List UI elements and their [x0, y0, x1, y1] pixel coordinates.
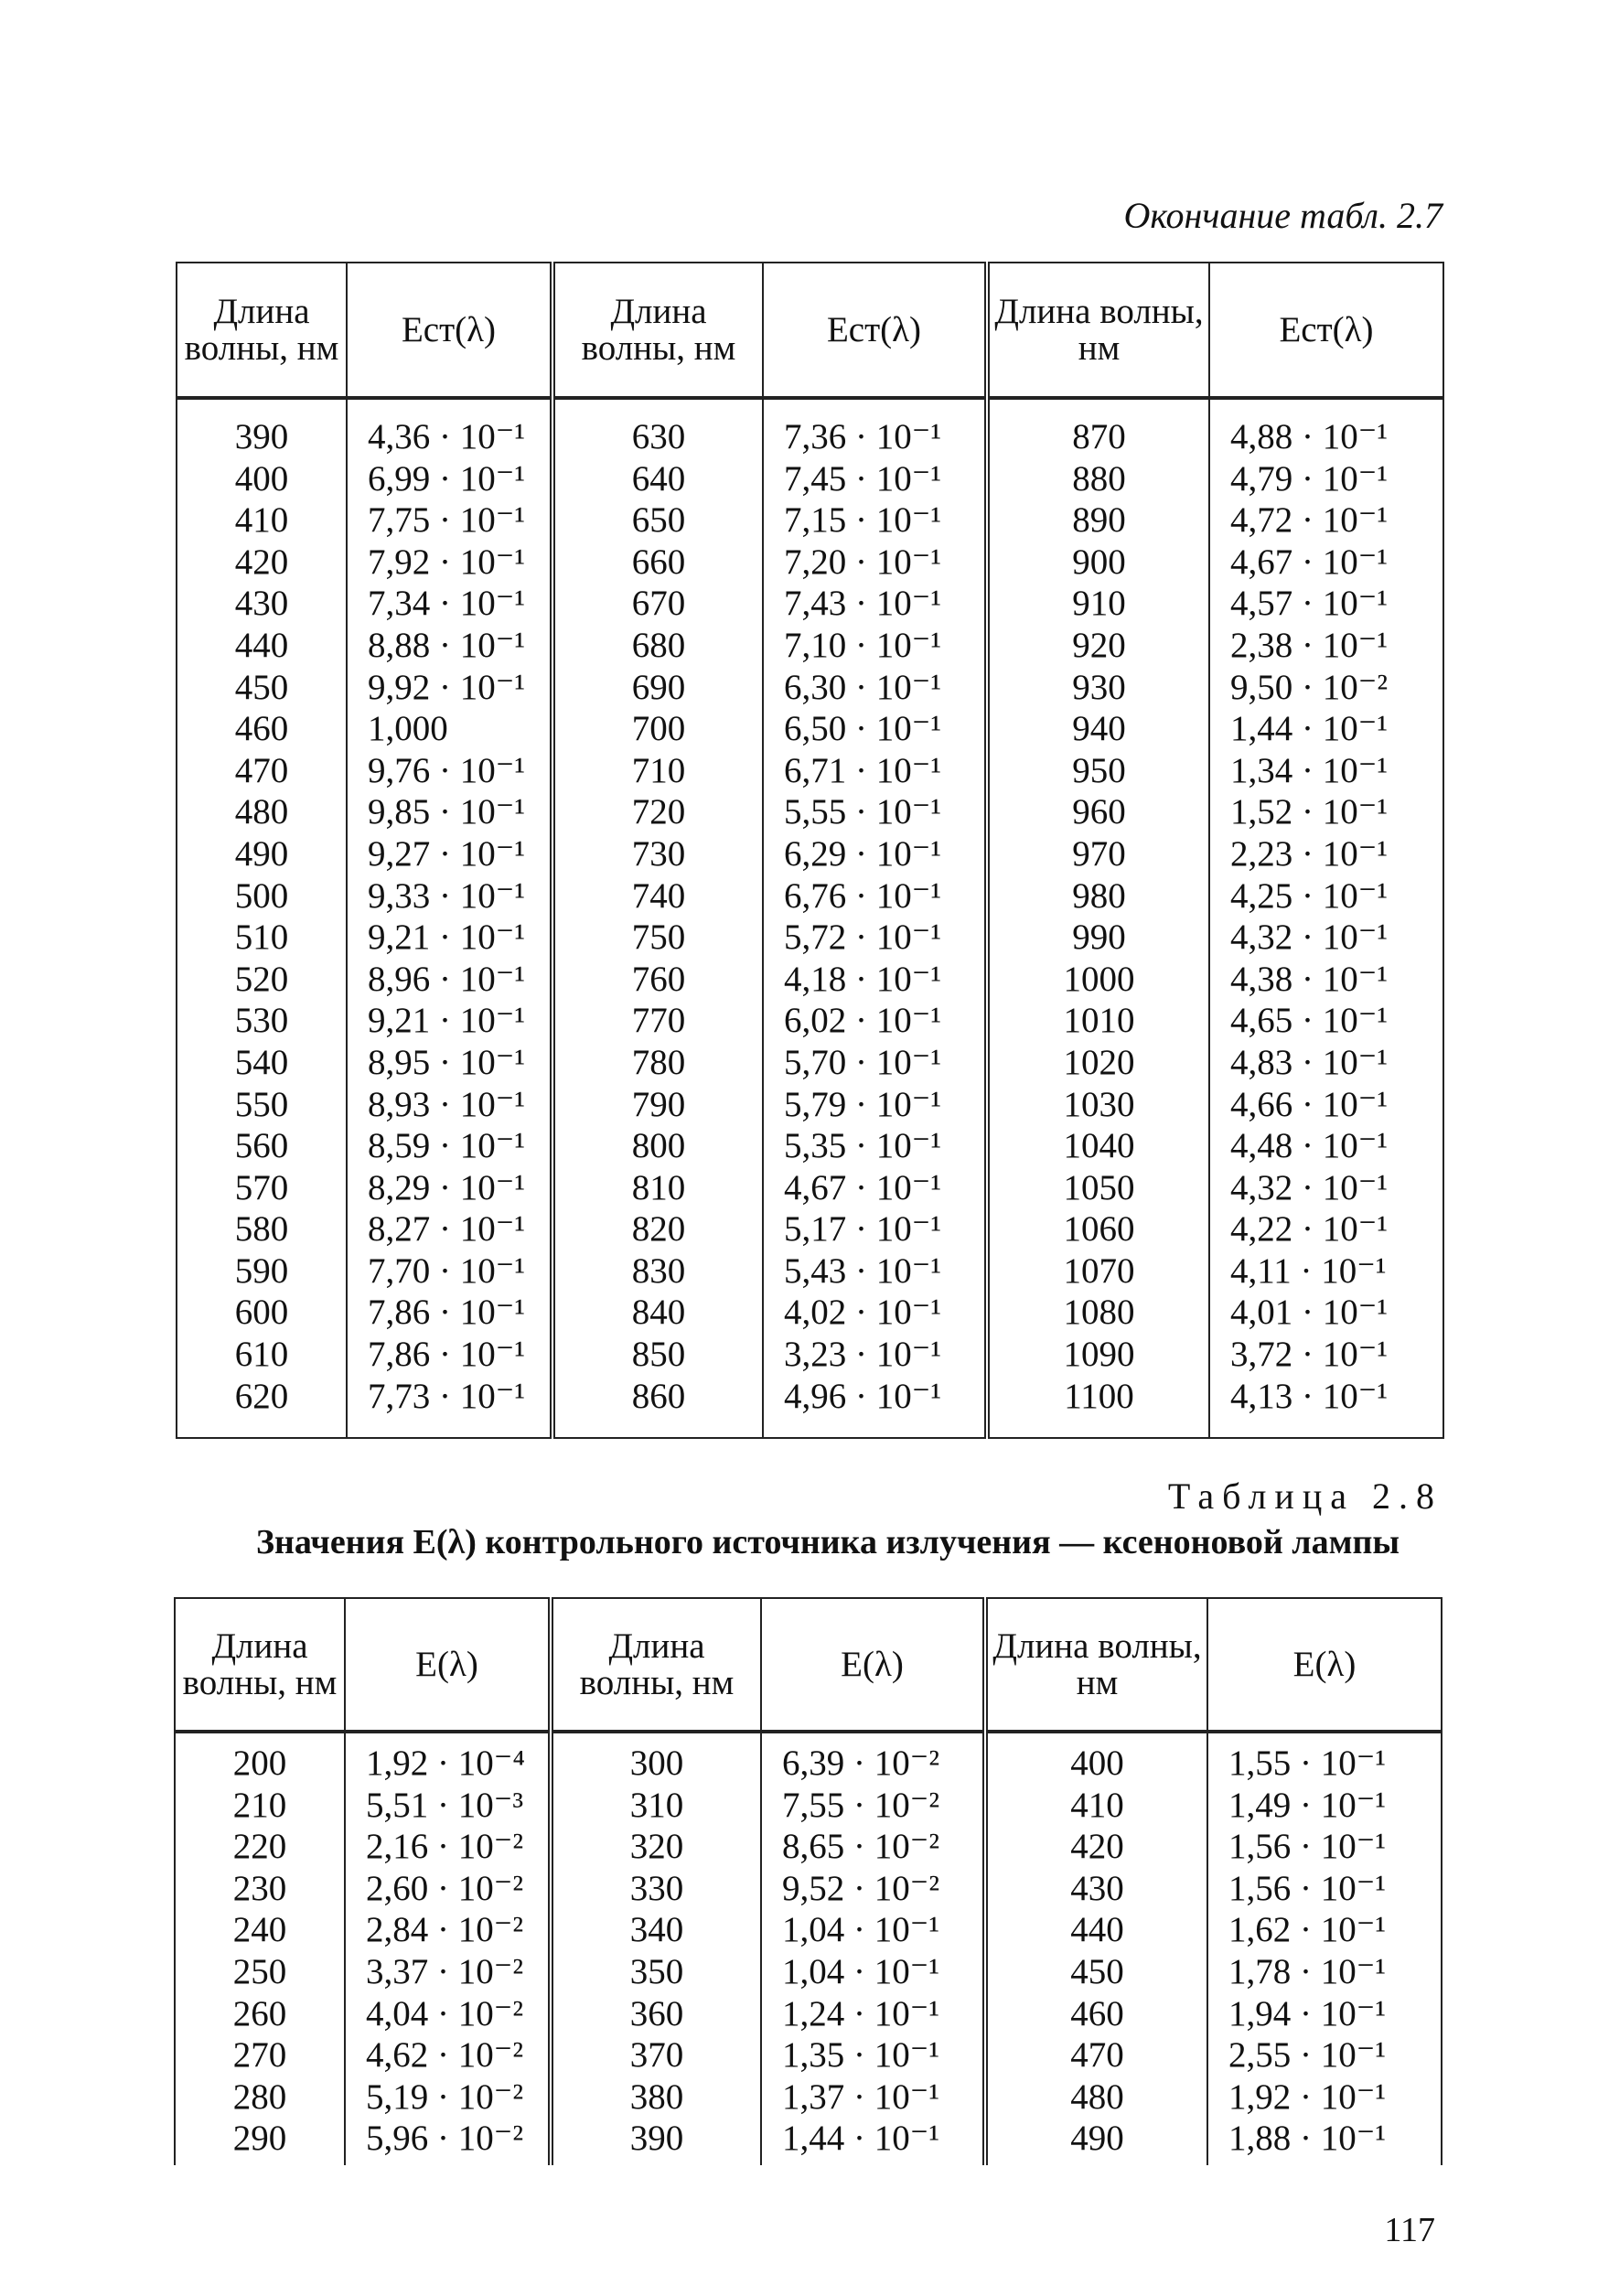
- value-cell: 4,22 · 10⁻¹: [1209, 1208, 1443, 1250]
- table-row: [177, 1084, 1443, 1126]
- wavelength-cell: 820: [552, 1208, 763, 1250]
- table-row: [177, 1167, 1443, 1209]
- value-cell: 4,04 · 10⁻²: [345, 1993, 551, 2035]
- wavelength-cell: 230: [175, 1868, 345, 1910]
- wavelength-cell: 550: [177, 1084, 347, 1126]
- wavelength-cell: 1010: [987, 1000, 1209, 1042]
- wavelength-cell: 930: [987, 667, 1209, 709]
- header-est-1: Eст(λ): [347, 263, 552, 398]
- value-cell: 1,37 · 10⁻¹: [761, 2076, 985, 2119]
- value-cell: 2,60 · 10⁻²: [345, 1868, 551, 1910]
- value-cell: 1,34 · 10⁻¹: [1209, 750, 1443, 792]
- table-2-8: [174, 1597, 1442, 2165]
- table-row: [175, 2118, 1442, 2160]
- wavelength-cell: 510: [177, 917, 347, 959]
- table-row: [177, 1376, 1443, 1418]
- value-cell: 4,72 · 10⁻¹: [1209, 499, 1443, 542]
- table-row: [175, 1909, 1442, 1951]
- value-cell: 7,70 · 10⁻¹: [347, 1250, 552, 1293]
- value-cell: 4,57 · 10⁻¹: [1209, 583, 1443, 625]
- wavelength-cell: 1030: [987, 1084, 1209, 1126]
- table-row: [177, 1125, 1443, 1167]
- wavelength-cell: 480: [985, 2076, 1207, 2119]
- spacer-row: [177, 1417, 1443, 1438]
- value-cell: 1,04 · 10⁻¹: [761, 1909, 985, 1951]
- table-row: [177, 542, 1443, 584]
- table-row: [177, 791, 1443, 833]
- value-cell: 6,30 · 10⁻¹: [763, 667, 987, 709]
- spacer-row: [175, 2160, 1442, 2165]
- table-row: [175, 1868, 1442, 1910]
- value-cell: 1,000: [347, 708, 552, 750]
- value-cell: 5,70 · 10⁻¹: [763, 1042, 987, 1084]
- value-cell: 1,94 · 10⁻¹: [1207, 1993, 1442, 2035]
- value-cell: 8,96 · 10⁻¹: [347, 959, 552, 1001]
- value-cell: 8,93 · 10⁻¹: [347, 1084, 552, 1126]
- value-cell: 1,52 · 10⁻¹: [1209, 791, 1443, 833]
- value-cell: 3,23 · 10⁻¹: [763, 1334, 987, 1376]
- value-cell: 3,37 · 10⁻²: [345, 1951, 551, 1993]
- value-cell: 7,75 · 10⁻¹: [347, 499, 552, 542]
- wavelength-cell: 420: [985, 1826, 1207, 1868]
- value-cell: 6,71 · 10⁻¹: [763, 750, 987, 792]
- wavelength-cell: 990: [987, 917, 1209, 959]
- table-row: [177, 1250, 1443, 1293]
- value-cell: 7,10 · 10⁻¹: [763, 625, 987, 667]
- spacer-row: [177, 398, 1443, 416]
- value-cell: 4,67 · 10⁻¹: [763, 1167, 987, 1209]
- value-cell: 4,79 · 10⁻¹: [1209, 458, 1443, 500]
- value-cell: 4,38 · 10⁻¹: [1209, 959, 1443, 1001]
- header-est-2: Eст(λ): [763, 263, 987, 398]
- table-number: Таблица 2.8: [1167, 1475, 1442, 1517]
- wavelength-cell: 790: [552, 1084, 763, 1126]
- wavelength-cell: 350: [551, 1951, 761, 1993]
- wavelength-cell: 520: [177, 959, 347, 1001]
- wavelength-cell: 220: [175, 1826, 345, 1868]
- value-cell: 9,52 · 10⁻²: [761, 1868, 985, 1910]
- wavelength-cell: 400: [985, 1743, 1207, 1785]
- value-cell: 5,19 · 10⁻²: [345, 2076, 551, 2119]
- table-title: Значения E(λ) контрольного источника излучения — ксеноновой лампы: [255, 1523, 1400, 1561]
- value-cell: 4,01 · 10⁻¹: [1209, 1292, 1443, 1334]
- value-cell: 1,49 · 10⁻¹: [1207, 1785, 1442, 1827]
- value-cell: 2,16 · 10⁻²: [345, 1826, 551, 1868]
- wavelength-cell: 310: [551, 1785, 761, 1827]
- page-number: 117: [1384, 2211, 1435, 2249]
- value-cell: 5,51 · 10⁻³: [345, 1785, 551, 1827]
- value-cell: 4,62 · 10⁻²: [345, 2034, 551, 2076]
- wavelength-cell: 390: [551, 2118, 761, 2160]
- value-cell: 5,96 · 10⁻²: [345, 2118, 551, 2160]
- wavelength-cell: 450: [177, 667, 347, 709]
- value-cell: 7,73 · 10⁻¹: [347, 1376, 552, 1418]
- wavelength-cell: 400: [177, 458, 347, 500]
- wavelength-cell: 650: [552, 499, 763, 542]
- value-cell: 4,48 · 10⁻¹: [1209, 1125, 1443, 1167]
- wavelength-cell: 770: [552, 1000, 763, 1042]
- wavelength-cell: 490: [985, 2118, 1207, 2160]
- wavelength-cell: 1090: [987, 1334, 1209, 1376]
- value-cell: 6,02 · 10⁻¹: [763, 1000, 987, 1042]
- wavelength-cell: 620: [177, 1376, 347, 1418]
- wavelength-cell: 910: [987, 583, 1209, 625]
- wavelength-cell: 680: [552, 625, 763, 667]
- value-cell: 5,55 · 10⁻¹: [763, 791, 987, 833]
- value-cell: 1,44 · 10⁻¹: [1209, 708, 1443, 750]
- wavelength-cell: 290: [175, 2118, 345, 2160]
- value-cell: 1,88 · 10⁻¹: [1207, 2118, 1442, 2160]
- wavelength-cell: 810: [552, 1167, 763, 1209]
- table-row: [177, 1208, 1443, 1250]
- table-row: [177, 833, 1443, 875]
- wavelength-cell: 970: [987, 833, 1209, 875]
- wavelength-cell: 750: [552, 917, 763, 959]
- value-cell: 9,92 · 10⁻¹: [347, 667, 552, 709]
- table-row: [175, 1785, 1442, 1827]
- table-2-7: [176, 262, 1444, 1439]
- value-cell: 1,44 · 10⁻¹: [761, 2118, 985, 2160]
- value-cell: 4,11 · 10⁻¹: [1209, 1250, 1443, 1293]
- wavelength-cell: 740: [552, 875, 763, 917]
- wavelength-cell: 390: [177, 416, 347, 458]
- value-cell: 7,45 · 10⁻¹: [763, 458, 987, 500]
- wavelength-cell: 530: [177, 1000, 347, 1042]
- value-cell: 4,02 · 10⁻¹: [763, 1292, 987, 1334]
- wavelength-cell: 1070: [987, 1250, 1209, 1293]
- value-cell: 1,92 · 10⁻¹: [1207, 2076, 1442, 2119]
- table-row: [177, 1042, 1443, 1084]
- continuation-caption: Окончание табл. 2.7: [1123, 195, 1442, 236]
- value-cell: 2,38 · 10⁻¹: [1209, 625, 1443, 667]
- wavelength-cell: 570: [177, 1167, 347, 1209]
- table-row: [175, 1951, 1442, 1993]
- wavelength-cell: 410: [177, 499, 347, 542]
- value-cell: 4,65 · 10⁻¹: [1209, 1000, 1443, 1042]
- value-cell: 5,17 · 10⁻¹: [763, 1208, 987, 1250]
- value-cell: 1,78 · 10⁻¹: [1207, 1951, 1442, 1993]
- wavelength-cell: 760: [552, 959, 763, 1001]
- value-cell: 8,95 · 10⁻¹: [347, 1042, 552, 1084]
- table-row: [177, 667, 1443, 709]
- header-est-3: Eст(λ): [1209, 263, 1443, 398]
- wavelength-cell: 780: [552, 1042, 763, 1084]
- value-cell: 4,36 · 10⁻¹: [347, 416, 552, 458]
- value-cell: 1,04 · 10⁻¹: [761, 1951, 985, 1993]
- wavelength-cell: 470: [177, 750, 347, 792]
- wavelength-cell: 580: [177, 1208, 347, 1250]
- wavelength-cell: 860: [552, 1376, 763, 1418]
- value-cell: 7,15 · 10⁻¹: [763, 499, 987, 542]
- wavelength-cell: 960: [987, 791, 1209, 833]
- table-row: [175, 2076, 1442, 2119]
- value-cell: 9,50 · 10⁻²: [1209, 667, 1443, 709]
- table-row: [177, 583, 1443, 625]
- value-cell: 6,50 · 10⁻¹: [763, 708, 987, 750]
- header-e-2: E(λ): [761, 1598, 985, 1732]
- wavelength-cell: 420: [177, 542, 347, 584]
- wavelength-cell: 450: [985, 1951, 1207, 1993]
- value-cell: 4,66 · 10⁻¹: [1209, 1084, 1443, 1126]
- wavelength-cell: 1100: [987, 1376, 1209, 1418]
- wavelength-cell: 480: [177, 791, 347, 833]
- wavelength-cell: 490: [177, 833, 347, 875]
- wavelength-cell: 710: [552, 750, 763, 792]
- value-cell: 4,13 · 10⁻¹: [1209, 1376, 1443, 1418]
- wavelength-cell: 610: [177, 1334, 347, 1376]
- wavelength-cell: 560: [177, 1125, 347, 1167]
- value-cell: 9,21 · 10⁻¹: [347, 917, 552, 959]
- header-wavelength-1: Длина волны, нм: [177, 263, 347, 398]
- value-cell: 1,55 · 10⁻¹: [1207, 1743, 1442, 1785]
- value-cell: 7,43 · 10⁻¹: [763, 583, 987, 625]
- wavelength-cell: 870: [987, 416, 1209, 458]
- table-row: [177, 959, 1443, 1001]
- value-cell: 4,18 · 10⁻¹: [763, 959, 987, 1001]
- wavelength-cell: 950: [987, 750, 1209, 792]
- value-cell: 9,27 · 10⁻¹: [347, 833, 552, 875]
- table-row: [177, 875, 1443, 917]
- value-cell: 5,72 · 10⁻¹: [763, 917, 987, 959]
- value-cell: 7,36 · 10⁻¹: [763, 416, 987, 458]
- value-cell: 8,88 · 10⁻¹: [347, 625, 552, 667]
- table-row: [177, 458, 1443, 500]
- wavelength-cell: 980: [987, 875, 1209, 917]
- wavelength-cell: 640: [552, 458, 763, 500]
- value-cell: 7,86 · 10⁻¹: [347, 1334, 552, 1376]
- wavelength-cell: 1020: [987, 1042, 1209, 1084]
- value-cell: 2,55 · 10⁻¹: [1207, 2034, 1442, 2076]
- wavelength-cell: 850: [552, 1334, 763, 1376]
- table-row: [177, 1334, 1443, 1376]
- wavelength-cell: 1080: [987, 1292, 1209, 1334]
- value-cell: 4,32 · 10⁻¹: [1209, 1167, 1443, 1209]
- value-cell: 4,32 · 10⁻¹: [1209, 917, 1443, 959]
- value-cell: 6,29 · 10⁻¹: [763, 833, 987, 875]
- wavelength-cell: 320: [551, 1826, 761, 1868]
- value-cell: 8,29 · 10⁻¹: [347, 1167, 552, 1209]
- wavelength-cell: 280: [175, 2076, 345, 2119]
- wavelength-cell: 300: [551, 1743, 761, 1785]
- value-cell: 7,86 · 10⁻¹: [347, 1292, 552, 1334]
- value-cell: 9,85 · 10⁻¹: [347, 791, 552, 833]
- wavelength-cell: 590: [177, 1250, 347, 1293]
- value-cell: 9,76 · 10⁻¹: [347, 750, 552, 792]
- wavelength-cell: 1050: [987, 1167, 1209, 1209]
- value-cell: 7,34 · 10⁻¹: [347, 583, 552, 625]
- value-cell: 1,24 · 10⁻¹: [761, 1993, 985, 2035]
- wavelength-cell: 540: [177, 1042, 347, 1084]
- table-row: [177, 499, 1443, 542]
- table-row: [175, 1993, 1442, 2035]
- header-wavelength-3: Длина волны, нм: [985, 1598, 1207, 1732]
- wavelength-cell: 270: [175, 2034, 345, 2076]
- wavelength-cell: 700: [552, 708, 763, 750]
- value-cell: 5,35 · 10⁻¹: [763, 1125, 987, 1167]
- wavelength-cell: 460: [985, 1993, 1207, 2035]
- table-row: [177, 1292, 1443, 1334]
- wavelength-cell: 920: [987, 625, 1209, 667]
- header-e-3: E(λ): [1207, 1598, 1442, 1732]
- value-cell: 7,55 · 10⁻²: [761, 1785, 985, 1827]
- wavelength-cell: 630: [552, 416, 763, 458]
- table-row: [175, 1826, 1442, 1868]
- header-wavelength-2: Длина волны, нм: [551, 1598, 761, 1732]
- wavelength-cell: 940: [987, 708, 1209, 750]
- spacer-row: [175, 1732, 1442, 1743]
- wavelength-cell: 430: [985, 1868, 1207, 1910]
- header-e-1: E(λ): [345, 1598, 551, 1732]
- wavelength-cell: 200: [175, 1743, 345, 1785]
- value-cell: 7,92 · 10⁻¹: [347, 542, 552, 584]
- wavelength-cell: 890: [987, 499, 1209, 542]
- wavelength-cell: 670: [552, 583, 763, 625]
- header-wavelength-1: Длина волны, нм: [175, 1598, 345, 1732]
- value-cell: 4,83 · 10⁻¹: [1209, 1042, 1443, 1084]
- wavelength-cell: 600: [177, 1292, 347, 1334]
- header-wavelength-2: Длина волны, нм: [552, 263, 763, 398]
- wavelength-cell: 500: [177, 875, 347, 917]
- value-cell: 5,79 · 10⁻¹: [763, 1084, 987, 1126]
- wavelength-cell: 210: [175, 1785, 345, 1827]
- value-cell: 7,20 · 10⁻¹: [763, 542, 987, 584]
- wavelength-cell: 720: [552, 791, 763, 833]
- table-row: [177, 708, 1443, 750]
- wavelength-cell: 800: [552, 1125, 763, 1167]
- header-wavelength-3: Длина волны, нм: [987, 263, 1209, 398]
- wavelength-cell: 360: [551, 1993, 761, 2035]
- table-row: [177, 917, 1443, 959]
- wavelength-cell: 340: [551, 1909, 761, 1951]
- value-cell: 8,59 · 10⁻¹: [347, 1125, 552, 1167]
- wavelength-cell: 660: [552, 542, 763, 584]
- value-cell: 4,67 · 10⁻¹: [1209, 542, 1443, 584]
- wavelength-cell: 440: [985, 1909, 1207, 1951]
- value-cell: 3,72 · 10⁻¹: [1209, 1334, 1443, 1376]
- wavelength-cell: 460: [177, 708, 347, 750]
- table-row: [175, 1743, 1442, 1785]
- table-row: [175, 2034, 1442, 2076]
- wavelength-cell: 330: [551, 1868, 761, 1910]
- wavelength-cell: 830: [552, 1250, 763, 1293]
- wavelength-cell: 1000: [987, 959, 1209, 1001]
- wavelength-cell: 260: [175, 1993, 345, 2035]
- wavelength-cell: 380: [551, 2076, 761, 2119]
- table-row: [177, 1000, 1443, 1042]
- value-cell: 1,56 · 10⁻¹: [1207, 1868, 1442, 1910]
- value-cell: 6,99 · 10⁻¹: [347, 458, 552, 500]
- table-row: [177, 750, 1443, 792]
- value-cell: 1,62 · 10⁻¹: [1207, 1909, 1442, 1951]
- wavelength-cell: 880: [987, 458, 1209, 500]
- wavelength-cell: 690: [552, 667, 763, 709]
- value-cell: 4,25 · 10⁻¹: [1209, 875, 1443, 917]
- value-cell: 2,23 · 10⁻¹: [1209, 833, 1443, 875]
- value-cell: 6,76 · 10⁻¹: [763, 875, 987, 917]
- value-cell: 4,96 · 10⁻¹: [763, 1376, 987, 1418]
- value-cell: 8,27 · 10⁻¹: [347, 1208, 552, 1250]
- value-cell: 1,92 · 10⁻⁴: [345, 1743, 551, 1785]
- wavelength-cell: 410: [985, 1785, 1207, 1827]
- value-cell: 8,65 · 10⁻²: [761, 1826, 985, 1868]
- value-cell: 6,39 · 10⁻²: [761, 1743, 985, 1785]
- value-cell: 5,43 · 10⁻¹: [763, 1250, 987, 1293]
- wavelength-cell: 430: [177, 583, 347, 625]
- table-row: [177, 416, 1443, 458]
- wavelength-cell: 730: [552, 833, 763, 875]
- value-cell: 9,21 · 10⁻¹: [347, 1000, 552, 1042]
- wavelength-cell: 240: [175, 1909, 345, 1951]
- wavelength-cell: 840: [552, 1292, 763, 1334]
- value-cell: 4,88 · 10⁻¹: [1209, 416, 1443, 458]
- wavelength-cell: 250: [175, 1951, 345, 1993]
- value-cell: 9,33 · 10⁻¹: [347, 875, 552, 917]
- table-row: [177, 625, 1443, 667]
- value-cell: 2,84 · 10⁻²: [345, 1909, 551, 1951]
- wavelength-cell: 900: [987, 542, 1209, 584]
- value-cell: 1,56 · 10⁻¹: [1207, 1826, 1442, 1868]
- wavelength-cell: 1060: [987, 1208, 1209, 1250]
- value-cell: 1,35 · 10⁻¹: [761, 2034, 985, 2076]
- wavelength-cell: 440: [177, 625, 347, 667]
- wavelength-cell: 470: [985, 2034, 1207, 2076]
- wavelength-cell: 1040: [987, 1125, 1209, 1167]
- wavelength-cell: 370: [551, 2034, 761, 2076]
